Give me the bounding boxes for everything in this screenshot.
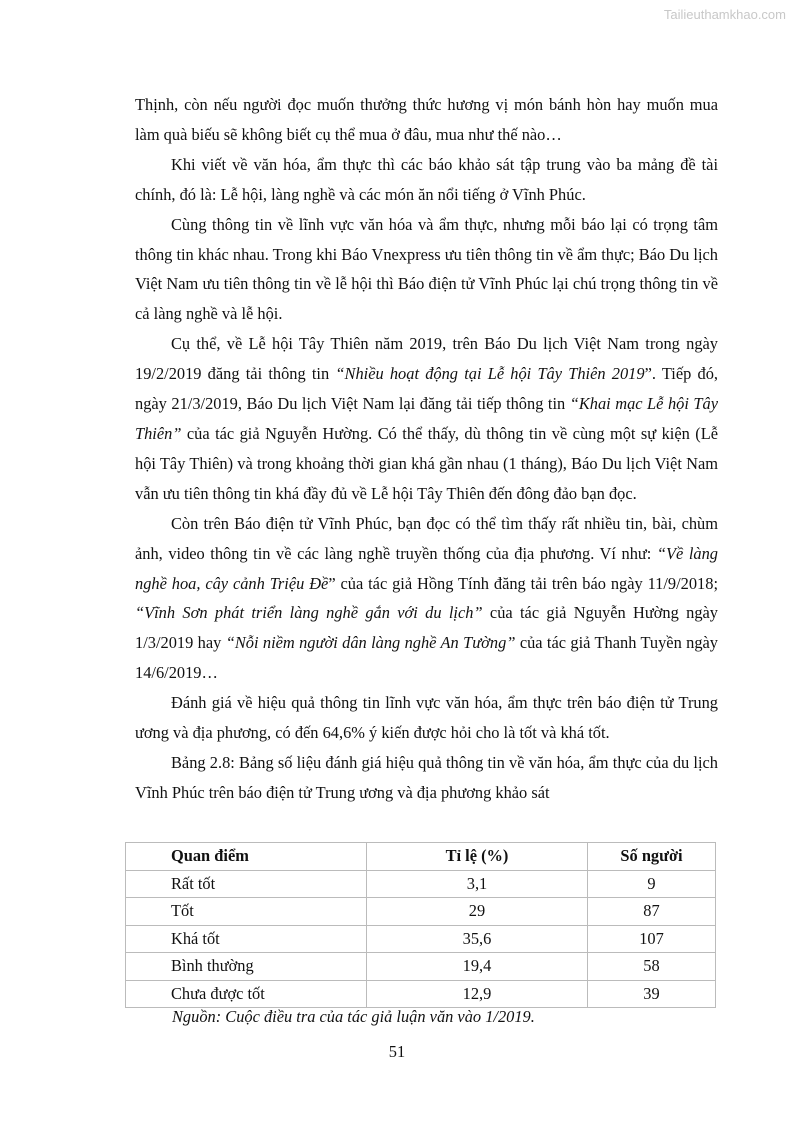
cell-percent: 35,6 — [367, 925, 588, 953]
body-text — [135, 90, 718, 808]
cell-opinion: Khá tốt — [126, 925, 367, 953]
watermark: Tailieuthamkhao.com — [663, 7, 786, 22]
italic-title: “Nhiều hoạt động tại Lễ hội Tây Thiên 2019 — [335, 364, 645, 384]
table-row — [126, 870, 716, 898]
text-segment: Cụ thể, về Lễ hội Tây Thiên năm 2019, trên Báo Du lịch Việt Nam trong ngày 19/2/2019 đăng tải thông tin — [135, 334, 718, 384]
cell-opinion: Tốt — [126, 898, 367, 926]
text-segment: Cùng thông tin về lĩnh vực văn hóa và ẩm thực, nhưng mỗi báo lại có trọng tâm thông tin khác nhau. Trong khi Báo Vnexpress ưu tiên thông tin về ẩm thực; Báo Du lịch Việt Nam ưu tiên thông tin về lễ hội thì Báo điện tử Vĩnh Phúc lại chú trọng thông tin về cả làng nghề và lễ hội. — [135, 214, 718, 324]
paragraph — [135, 90, 718, 150]
text-segment: Thịnh, còn nếu người đọc muốn thưởng thức hương vị món bánh hòn hay muốn mua làm quà biếu sẽ không biết cụ thể mua ở đâu, mua như thế nào… — [135, 95, 718, 144]
cell-opinion: Chưa được tốt — [126, 980, 367, 1008]
cell-count: 87 — [588, 898, 716, 926]
cell-percent: 3,1 — [367, 870, 588, 898]
cell-percent: 19,4 — [367, 953, 588, 981]
cell-opinion: Rất tốt — [126, 870, 367, 898]
table-header-row — [126, 843, 716, 871]
paragraph — [135, 329, 718, 508]
cell-opinion: Bình thường — [126, 953, 367, 981]
table-row — [126, 925, 716, 953]
text-segment: ”. Tiếp đó, ngày 21/3/2019, Báo Du lịch Việt Nam lại đăng tải tiếp thông tin — [135, 364, 718, 414]
italic-title: “Khai mạc Lễ hội Tây Thiên” — [135, 394, 718, 443]
paragraph — [135, 150, 718, 210]
cell-percent: 12,9 — [367, 980, 588, 1008]
table-source: Nguồn: Cuộc điều tra của tác giả luận văn vào 1/2019. — [172, 1007, 535, 1026]
paragraph — [135, 509, 718, 688]
text-segment: của tác giả Nguyễn Hường. Có thể thấy, dù thông tin về cùng một sự kiện (Lễ hội Tây Thiên) và trong khoảng thời gian khá gần nhau (1 tháng), Báo Du lịch Việt Nam vẫn ưu tiên thông tin khá đầy đủ về Lễ hội Tây Thiên đến đông đảo bạn đọc. — [135, 423, 718, 503]
header-so-nguoi: Số người — [588, 843, 716, 871]
cell-count: 107 — [588, 925, 716, 953]
italic-title: “Vĩnh Sơn phát triển làng nghề gắn với du lịch” — [135, 603, 483, 623]
table-row — [126, 980, 716, 1008]
text-segment: Bảng 2.8: Bảng số liệu đánh giá hiệu quả thông tin về văn hóa, ẩm thực của du lịch Vĩnh Phúc trên báo điện tử Trung ương và địa phương khảo sát — [135, 752, 718, 802]
text-segment: Còn trên Báo điện tử Vĩnh Phúc, bạn đọc có thể tìm thấy rất nhiều tin, bài, chùm ảnh, video thông tin về các làng nghề truyền thống của địa phương. Ví như: — [135, 513, 718, 563]
page-number: 51 — [388, 1042, 406, 1061]
text-segment: ” của tác giả Hồng Tính đăng tải trên báo ngày 11/9/2018; — [328, 573, 718, 593]
italic-title: “Nỗi niềm người dân làng nghề An Tường” — [225, 633, 516, 653]
paragraph — [135, 210, 718, 330]
data-table — [125, 842, 716, 1008]
cell-count: 39 — [588, 980, 716, 1008]
text-segment: của tác giả Thanh Tuyền ngày 14/6/2019… — [135, 633, 719, 683]
text-segment: của tác giả Nguyễn Hường ngày 1/3/2019 hay — [135, 603, 718, 653]
paragraph — [135, 688, 718, 748]
cell-percent: 29 — [367, 898, 588, 926]
italic-title: “Về làng nghề hoa, cây cảnh Triệu Đề — [135, 543, 718, 593]
cell-count: 9 — [588, 870, 716, 898]
table-row — [126, 953, 716, 981]
header-ti-le: Tỉ lệ (%) — [367, 843, 588, 871]
cell-count: 58 — [588, 953, 716, 981]
text-segment: Đánh giá về hiệu quả thông tin lĩnh vực văn hóa, ẩm thực trên báo điện tử Trung ương và địa phương, có đến 64,6% ý kiến được hỏi cho là tốt và khá tốt. — [135, 693, 718, 743]
text-segment: Khi viết về văn hóa, ẩm thực thì các báo khảo sát tập trung vào ba mảng đề tài chính, đó là: Lễ hội, làng nghề và các món ăn nổi tiếng ở Vĩnh Phúc. — [135, 154, 718, 204]
table-row — [126, 898, 716, 926]
paragraph — [135, 748, 718, 808]
header-quan-diem: Quan điểm — [126, 843, 367, 871]
